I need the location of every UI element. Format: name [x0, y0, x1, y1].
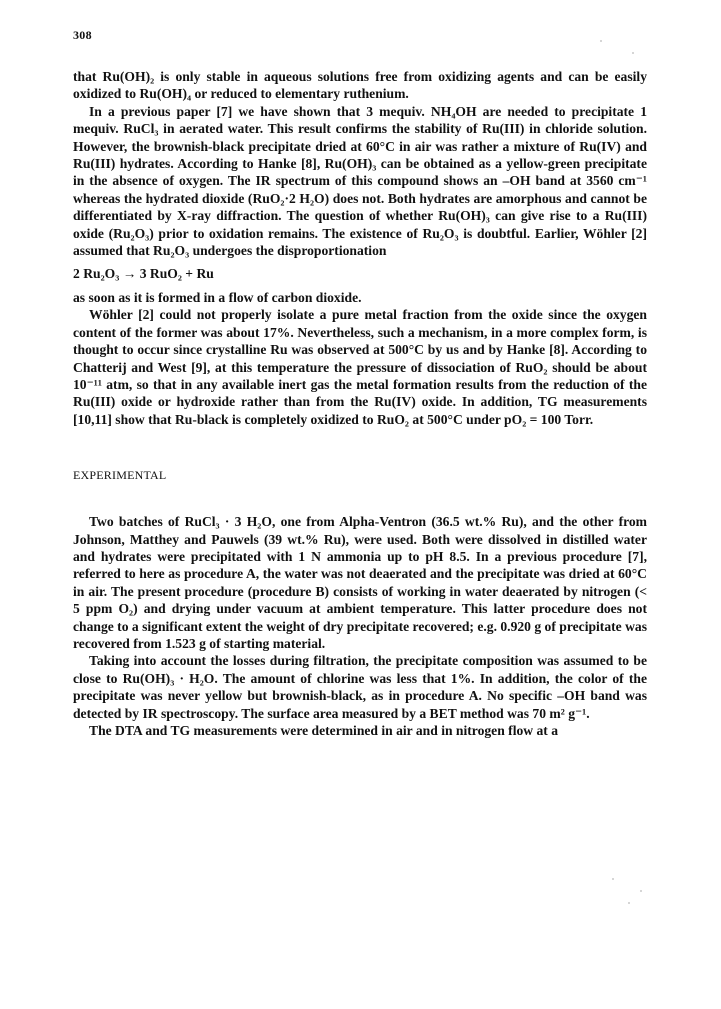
section-heading-experimental: EXPERIMENTAL: [73, 468, 167, 483]
paragraph-3: as soon as it is formed in a flow of carbon dioxide.: [73, 289, 362, 305]
scan-speck: [612, 878, 614, 880]
scan-speck: [628, 902, 630, 904]
scan-speck: [632, 52, 634, 54]
page-number: 308: [73, 28, 92, 42]
paragraph-5: Two batches of RuCl₃ · 3 H₂O, one from Alpha-Ventron (36.5 wt.% Ru), and the other from Johnson, Matthey and Pauwels (39 wt.% Ru), were used. Both were dissolved in distilled water and hydrates were precipitated with 1 N ammonia up to pH 8.5. In a previous procedure [7], referred to here as procedure A, the water was not deaerated and the precipitate was dried at 60°C in air. The present procedure (procedure B) consists of working in water deaerated by nitrogen (< 5 ppm O₂) and drying under vacuum at ambient temperature. This latter procedure does not change to a significant extent the weight of dry precipitate recovered; e.g. 0.920 g of precipitate was recovered from 1.523 g of starting material.: [73, 514, 647, 651]
scan-speck: [600, 40, 602, 42]
paragraph-1: that Ru(OH)₂ is only stable in aqueous solutions free from oxidizing agents and can be easily oxidized to Ru(OH)₄ or reduced to elementary ruthenium.: [73, 69, 647, 102]
body-text: [73, 68, 647, 739]
paragraph-6: Taking into account the losses during filtration, the precipitate composition was assumed to be close to Ru(OH)₃ · H₂O. The amount of chlorine was less that 1%. In addition, the color of the precipitate was never yellow but brownish-black, as in procedure A. No specific –OH band was detected by IR spectroscopy. The surface area measured by a BET method was 70 m² g⁻¹.: [73, 653, 647, 721]
paragraph-4: Wöhler [2] could not properly isolate a pure metal fraction from the oxide since the oxygen content of the former was about 17%. Nevertheless, such a mechanism, in a more complex form, is thought to occur since crystalline Ru was observed at 500°C by us and by Hanke [8]. According to Chatterij and West [9], at this temperature the pressure of dissociation of RuO₂ should be about 10⁻¹¹ atm, so that in any available inert gas the metal formation results from the reduction of the Ru(III) oxide or hydroxide rather than from the Ru(IV) oxide. In addition, TG measurements [10,11] show that Ru-black is completely oxidized to RuO₂ at 500°C under pO₂ = 100 Torr.: [73, 307, 647, 427]
equation: 2 Ru₂O₃ → 3 RuO₂ + Ru: [73, 266, 214, 282]
scan-speck: [640, 890, 642, 892]
paragraph-2: In a previous paper [7] we have shown that 3 mequiv. NH₄OH are needed to precipitate 1 mequiv. RuCl₃ in aerated water. This result confirms the stability of Ru(III) in chloride solution. However, the brownish-black precipitate dried at 60°C in air was rather a mixture of Ru(IV) and Ru(III) hydrates. According to Hanke [8], Ru(OH)₃ can be obtained as a yellow-green precipitate in the absence of oxygen. The IR spectrum of this compound shows an –OH band at 3560 cm⁻¹ whereas the hydrated dioxide (RuO₂·2 H₂O) does not. Both hydrates are amorphous and cannot be differentiated by X-ray diffraction. The question of whether Ru(OH)₃ can give rise to a Ru(III) oxide (Ru₂O₃) prior to oxidation remains. The existence of Ru₂O₃ is doubtful. Earlier, Wöhler [2] assumed that Ru₂O₃ undergoes the disproportionation: [73, 103, 647, 259]
paragraph-7: The DTA and TG measurements were determined in air and in nitrogen flow at a: [89, 723, 558, 738]
